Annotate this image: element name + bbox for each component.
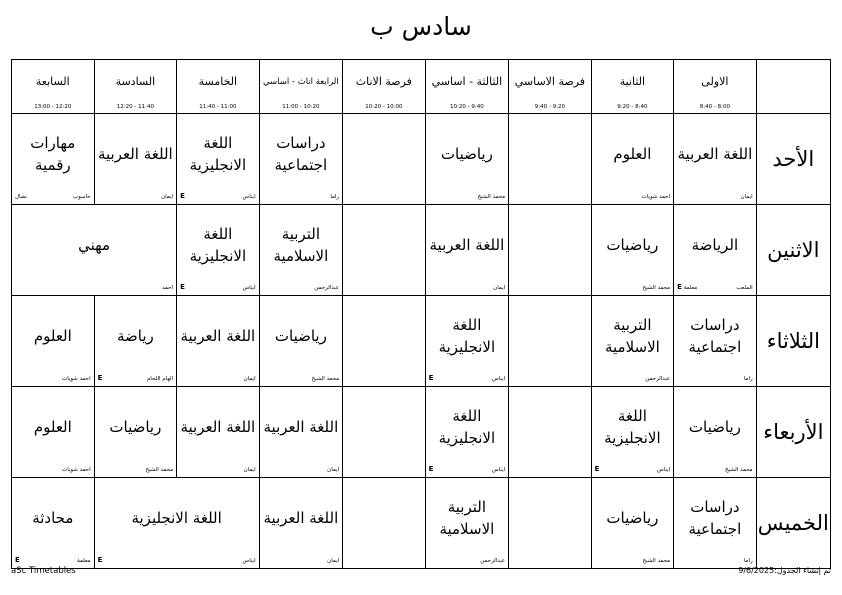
lesson-group: E	[594, 465, 600, 473]
lesson-subject: رياضيات	[440, 145, 493, 163]
lesson-group: E	[15, 556, 20, 564]
corner-cell	[756, 60, 830, 114]
lesson-cell[interactable]	[12, 114, 95, 205]
lesson-teacher: محمد الشيخ	[642, 558, 671, 564]
period-name: الثالثة - اساسي	[431, 75, 503, 88]
lesson-subject: اللغة الانجليزية	[604, 407, 661, 447]
lesson-footer	[180, 375, 256, 383]
lesson-teacher: ايناس	[242, 558, 256, 564]
lesson-footer	[180, 193, 256, 201]
empty-cell	[509, 296, 592, 387]
period-time: 11:40 - 12:20	[116, 104, 154, 110]
lesson-teacher: راما	[743, 376, 753, 382]
period-time: 11:00 - 11:40	[199, 104, 237, 110]
empty-cell	[509, 114, 592, 205]
lesson-cell[interactable]	[12, 296, 95, 387]
day-label: الأربعاء	[756, 387, 830, 478]
lesson-footer	[595, 193, 671, 201]
period-header[interactable]	[12, 60, 95, 114]
lesson-footer	[429, 557, 506, 565]
period-time: 8:00 - 8:40	[699, 104, 730, 110]
lesson-cell[interactable]	[259, 205, 343, 296]
lesson-room	[98, 374, 103, 383]
lesson-teacher: محمد الشيخ	[725, 467, 753, 473]
lesson-room	[429, 465, 434, 474]
lesson-cell[interactable]	[259, 387, 343, 478]
lesson-teacher: ايمان	[161, 194, 174, 200]
lesson-cell[interactable]	[177, 387, 260, 478]
period-header[interactable]	[674, 60, 757, 114]
lesson-cell[interactable]	[425, 478, 509, 569]
lesson-subject: العلوم	[33, 418, 72, 436]
period-name: فرصة الاساسي	[514, 75, 586, 88]
period-name: الاولى	[701, 75, 729, 88]
lesson-cell[interactable]	[177, 114, 260, 205]
lesson-cell[interactable]	[591, 296, 674, 387]
lesson-subject: اللغة الانجليزية	[189, 225, 247, 265]
empty-cell	[509, 205, 592, 296]
lesson-group: E	[677, 283, 682, 291]
period-time: 9:20 - 9:40	[534, 104, 565, 110]
lesson-footer	[429, 193, 506, 201]
lesson-footer	[429, 466, 506, 474]
lesson-footer	[595, 284, 671, 292]
lesson-room	[677, 283, 697, 292]
lesson-cell[interactable]	[591, 478, 674, 569]
lesson-teacher: محمد الشيخ	[642, 285, 671, 291]
lesson-footer	[263, 284, 340, 292]
lesson-teacher: ايناس	[492, 376, 506, 382]
period-name: السادسة	[115, 75, 156, 88]
period-header[interactable]	[425, 60, 509, 114]
lesson-cell[interactable]	[94, 387, 177, 478]
empty-cell	[343, 296, 426, 387]
lesson-cell[interactable]	[425, 114, 509, 205]
day-label: الاثنين	[756, 205, 830, 296]
day-row	[12, 296, 831, 387]
lesson-subject: دراسات اجتماعية	[274, 134, 328, 174]
lesson-footer	[263, 466, 340, 474]
lesson-subject: رياضيات	[606, 236, 659, 254]
lesson-teacher: احمد شويات	[641, 194, 671, 200]
lesson-subject: دراسات اجتماعية	[688, 316, 742, 356]
lesson-teacher: حاسوب	[72, 194, 91, 200]
period-time: 8:40 - 9:20	[617, 104, 648, 110]
period-time: 10:00 - 10:20	[365, 104, 403, 110]
lesson-room-name: نضال	[15, 194, 27, 200]
lesson-footer	[98, 466, 174, 474]
lesson-teacher: عبدالرحمن	[480, 558, 506, 564]
lesson-teacher: عبدالرحمن	[314, 285, 340, 291]
period-time: 9:40 - 10:20	[450, 104, 484, 110]
lesson-footer	[677, 375, 753, 383]
lesson-cell[interactable]	[425, 387, 509, 478]
lesson-subject: اللغة العربية	[263, 509, 339, 527]
period-time: 10:20 - 11:00	[282, 104, 320, 110]
lesson-footer	[595, 466, 671, 474]
lesson-footer	[98, 375, 174, 383]
lesson-teacher: ايناس	[492, 467, 506, 473]
lesson-subject: اللغة الانجليزية	[438, 407, 496, 447]
lesson-subject: رياضة	[116, 327, 154, 345]
lesson-group: E	[428, 374, 434, 382]
lesson-subject: مهارات رقمية	[30, 134, 76, 174]
lesson-footer	[677, 193, 753, 201]
lesson-teacher: ايناس	[242, 194, 256, 200]
footer-brand: aSc Timetables	[11, 566, 76, 576]
header-row	[12, 60, 831, 114]
lesson-teacher: ايناس	[657, 467, 671, 473]
day-label: الخميس	[756, 478, 830, 569]
lesson-teacher: ايناس	[242, 285, 256, 291]
lesson-subject: العلوم	[613, 145, 652, 163]
lesson-footer	[263, 193, 340, 201]
lesson-subject: التربية الاسلامية	[604, 316, 660, 356]
lesson-teacher: راما	[330, 194, 340, 200]
lesson-cell[interactable]	[259, 114, 343, 205]
lesson-cell[interactable]	[591, 387, 674, 478]
empty-cell	[509, 387, 592, 478]
lesson-cell[interactable]	[425, 296, 509, 387]
lesson-teacher: ايمان	[243, 467, 256, 473]
lesson-footer	[15, 557, 91, 565]
empty-cell	[343, 114, 426, 205]
lesson-group: E	[180, 192, 185, 200]
period-name: فرصة الاناث	[355, 75, 412, 88]
lesson-footer	[98, 557, 256, 565]
lesson-teacher: الملعب	[736, 285, 753, 291]
period-name: الثانية	[619, 75, 646, 88]
lesson-subject: التربية الاسلامية	[273, 225, 329, 265]
lesson-cell[interactable]	[94, 296, 177, 387]
lesson-footer	[429, 284, 506, 292]
lesson-subject: الرياضة	[691, 236, 739, 254]
lesson-teacher: ايمان	[243, 376, 256, 382]
lesson-cell[interactable]	[591, 114, 674, 205]
lesson-teacher: احمد شويات	[62, 467, 91, 473]
lesson-cell[interactable]	[674, 478, 757, 569]
timetable	[11, 59, 831, 569]
lesson-room-name: معلمة	[683, 285, 698, 291]
lesson-teacher: محمد الشيخ	[311, 376, 340, 382]
empty-cell	[343, 205, 426, 296]
lesson-footer	[263, 557, 340, 565]
lesson-subject: اللغة الانجليزية	[438, 316, 496, 356]
period-time: 12:20 - 13:00	[34, 104, 72, 110]
day-row	[12, 205, 831, 296]
lesson-subject: اللغة الانجليزية	[131, 509, 222, 527]
lesson-teacher: ايمان	[327, 558, 340, 564]
day-row	[12, 478, 831, 569]
lesson-footer	[677, 466, 753, 474]
lesson-subject: رياضيات	[606, 509, 659, 527]
lesson-cell[interactable]	[177, 205, 260, 296]
lesson-teacher: معلمة	[77, 558, 91, 564]
lesson-subject: اللغة العربية	[180, 327, 256, 345]
lesson-teacher: الهام اللحام	[146, 376, 174, 382]
period-header[interactable]	[259, 60, 343, 114]
lesson-group: E	[428, 465, 434, 473]
lesson-footer	[15, 193, 91, 201]
lesson-footer	[677, 284, 753, 292]
footer-created-date: تم إنشاء الجدول:9/6/2025	[738, 566, 831, 575]
lesson-subject: اللغة الانجليزية	[189, 134, 247, 174]
period-name: السابعة	[35, 75, 70, 88]
period-name: الخامسة	[198, 75, 238, 88]
period-header[interactable]	[94, 60, 177, 114]
lesson-cell[interactable]	[12, 205, 177, 296]
lesson-subject: التربية الاسلامية	[439, 498, 495, 538]
lesson-footer	[98, 193, 174, 201]
lesson-teacher: احمد شويات	[62, 376, 91, 382]
lesson-subject: اللغة العربية	[677, 145, 753, 163]
lesson-cell[interactable]	[259, 296, 343, 387]
lesson-cell[interactable]	[94, 478, 259, 569]
period-header[interactable]	[343, 60, 426, 114]
lesson-subject: رياضيات	[274, 327, 327, 345]
empty-cell	[343, 478, 426, 569]
empty-cell	[343, 387, 426, 478]
lesson-footer	[263, 375, 340, 383]
lesson-cell[interactable]	[425, 205, 509, 296]
lesson-cell[interactable]	[259, 478, 343, 569]
lesson-subject: رياضيات	[109, 418, 162, 436]
lesson-room	[15, 193, 27, 201]
lesson-teacher: عبدالرحمن	[645, 376, 671, 382]
lesson-subject: اللغة العربية	[180, 418, 256, 436]
lesson-cell[interactable]	[12, 387, 95, 478]
lesson-room	[15, 556, 20, 565]
day-row	[12, 387, 831, 478]
lesson-subject: رياضيات	[688, 418, 741, 436]
lesson-footer	[595, 375, 671, 383]
lesson-subject: العلوم	[33, 327, 72, 345]
lesson-teacher: محمد الشيخ	[145, 467, 174, 473]
lesson-footer	[180, 466, 256, 474]
lesson-footer	[15, 375, 91, 383]
lesson-footer	[15, 466, 91, 474]
period-header[interactable]	[509, 60, 592, 114]
lesson-teacher: ايمان	[493, 285, 506, 291]
lesson-room	[180, 192, 185, 201]
day-row	[12, 114, 831, 205]
lesson-cell[interactable]	[674, 114, 757, 205]
day-label: الثلاثاء	[756, 296, 830, 387]
lesson-group: E	[97, 556, 103, 564]
lesson-room	[98, 556, 103, 565]
day-label: الأحد	[756, 114, 830, 205]
lesson-cell[interactable]	[591, 205, 674, 296]
lesson-cell[interactable]	[674, 296, 757, 387]
period-header[interactable]	[177, 60, 260, 114]
lesson-teacher: محمد الشيخ	[477, 194, 506, 200]
lesson-teacher: راما	[743, 558, 753, 564]
period-header[interactable]	[591, 60, 674, 114]
page-title: سادس ب	[370, 12, 472, 41]
lesson-teacher: ايمان	[327, 467, 340, 473]
lesson-cell[interactable]	[94, 114, 177, 205]
lesson-room	[595, 465, 600, 474]
lesson-footer	[180, 284, 256, 292]
lesson-teacher: احمد	[162, 285, 174, 291]
lesson-subject: دراسات اجتماعية	[688, 498, 742, 538]
lesson-cell[interactable]	[674, 205, 757, 296]
lesson-subject: اللغة العربية	[263, 418, 339, 436]
lesson-group: E	[180, 283, 185, 291]
lesson-room	[180, 283, 185, 292]
lesson-room	[429, 374, 434, 383]
lesson-subject: اللغة العربية	[97, 145, 173, 163]
empty-cell	[509, 478, 592, 569]
lesson-cell[interactable]	[177, 296, 260, 387]
lesson-cell[interactable]	[12, 478, 95, 569]
lesson-subject: محادثة	[32, 509, 74, 527]
lesson-group: E	[97, 374, 103, 382]
period-name: الرابعة اناث - اساسي	[262, 77, 339, 87]
lesson-teacher: ايمان	[740, 194, 753, 200]
lesson-footer	[429, 375, 506, 383]
lesson-footer	[677, 557, 753, 565]
lesson-footer	[15, 284, 173, 292]
lesson-cell[interactable]	[674, 387, 757, 478]
lesson-subject: اللغة العربية	[429, 236, 505, 254]
lesson-subject: مهني	[78, 236, 111, 254]
lesson-footer	[595, 557, 671, 565]
